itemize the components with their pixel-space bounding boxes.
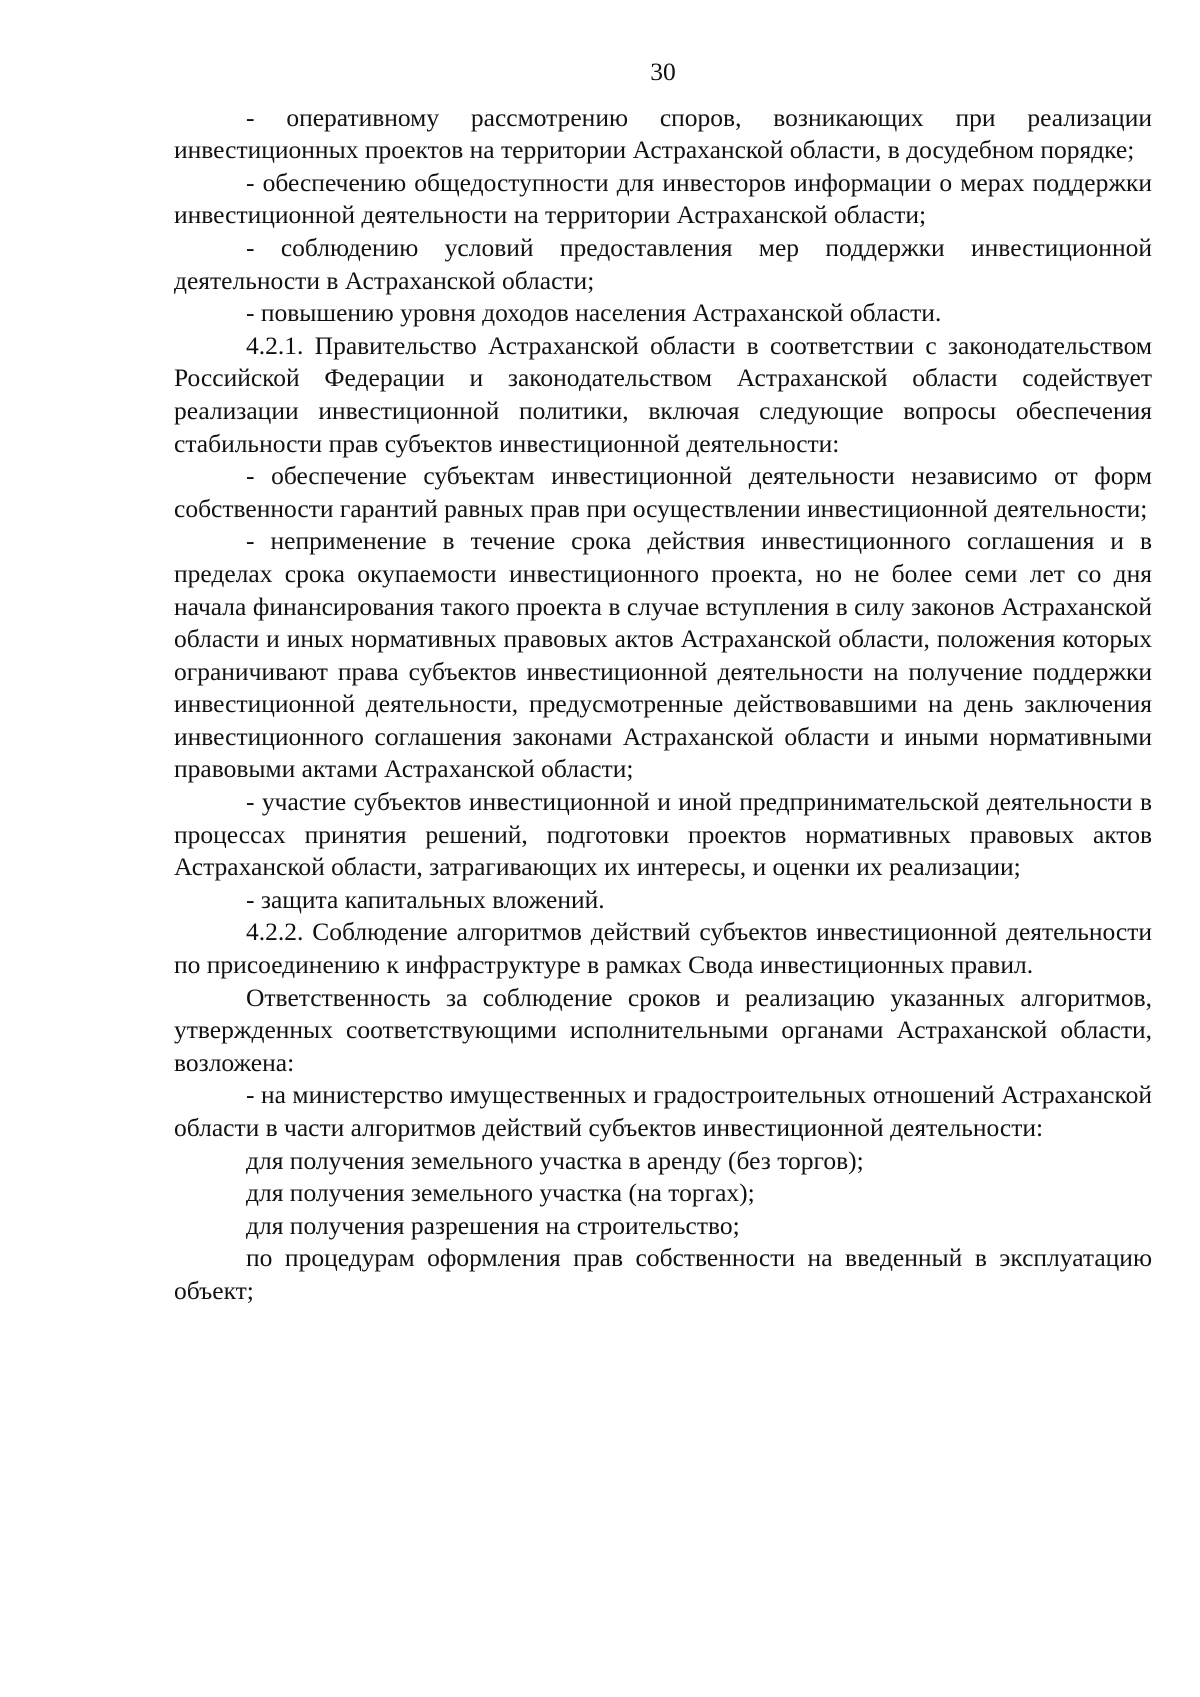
paragraph: по процедурам оформления прав собственности на введенный в эксплуатацию объект; xyxy=(174,1243,1152,1305)
paragraph: - на министерство имущественных и градостроительных отношений Астраханской области в части алгоритмов действий субъектов инвестиционной деятельности: xyxy=(174,1080,1152,1142)
paragraph: - обеспечение субъектам инвестиционной деятельности независимо от форм собственности гарантий равных прав при осуществлении инвестиционной деятельности; xyxy=(174,461,1152,523)
paragraph: 4.2.2. Соблюдение алгоритмов действий субъектов инвестиционной деятельности по присоединению к инфраструктуре в рамках Свода инвестиционных правил. xyxy=(174,917,1152,980)
paragraph: для получения земельного участка в аренду (без торгов); xyxy=(246,1145,864,1175)
paragraph: - повышению уровня доходов населения Астраханской области. xyxy=(246,298,942,328)
paragraph: - неприменение в течение срока действия инвестиционного соглашения и в пределах срока окупаемости инвестиционного проекта, но не более семи лет со дня начала финансирования такого проекта в случае вступления в силу законов Астраханской области и иных нормативных правовых актов Астраханской области, положения которых ограничивают права субъектов инвестиционной деятельности на получение поддержки инвестиционной деятельности, предусмотренные действовавшими на день заключения инвестиционного соглашения законами Астраханской области и иными нормативными правовыми актами Астраханской области; xyxy=(174,526,1152,784)
paragraph: 4.2.1. Правительство Астраханской области в соответствии с законодательством Российской Федерации и законодательством Астраханской области содействует реализации инвестиционной политики, включая следующие вопросы обеспечения стабильности прав субъектов инвестиционной деятельности: xyxy=(174,330,1152,458)
page-number: 30 xyxy=(650,57,676,86)
paragraph: - обеспечению общедоступности для инвесторов информации о мерах поддержки инвестиционной деятельности на территории Астраханской области; xyxy=(174,167,1152,230)
paragraph: для получения земельного участка (на торгах); xyxy=(246,1178,755,1208)
paragraph: для получения разрешения на строительство; xyxy=(246,1210,740,1240)
paragraph: Ответственность за соблюдение сроков и реализацию указанных алгоритмов, утвержденных соответствующими исполнительными органами Астраханской области, возложена: xyxy=(174,982,1152,1077)
document-page xyxy=(174,56,1152,1308)
paragraph: - защита капитальных вложений. xyxy=(246,884,605,914)
paragraph: - участие субъектов инвестиционной и иной предпринимательской деятельности в процессах принятия решений, подготовки проектов нормативных правовых актов Астраханской области, затрагивающих их интересы, и оценки их реализации; xyxy=(174,787,1152,882)
paragraph: - соблюдению условий предоставления мер поддержки инвестиционной деятельности в Астраханской области; xyxy=(174,232,1152,295)
paragraph: - оперативному рассмотрению споров, возникающих при реализации инвестиционных проектов на территории Астраханской области, в досудебном порядке; xyxy=(174,102,1152,165)
